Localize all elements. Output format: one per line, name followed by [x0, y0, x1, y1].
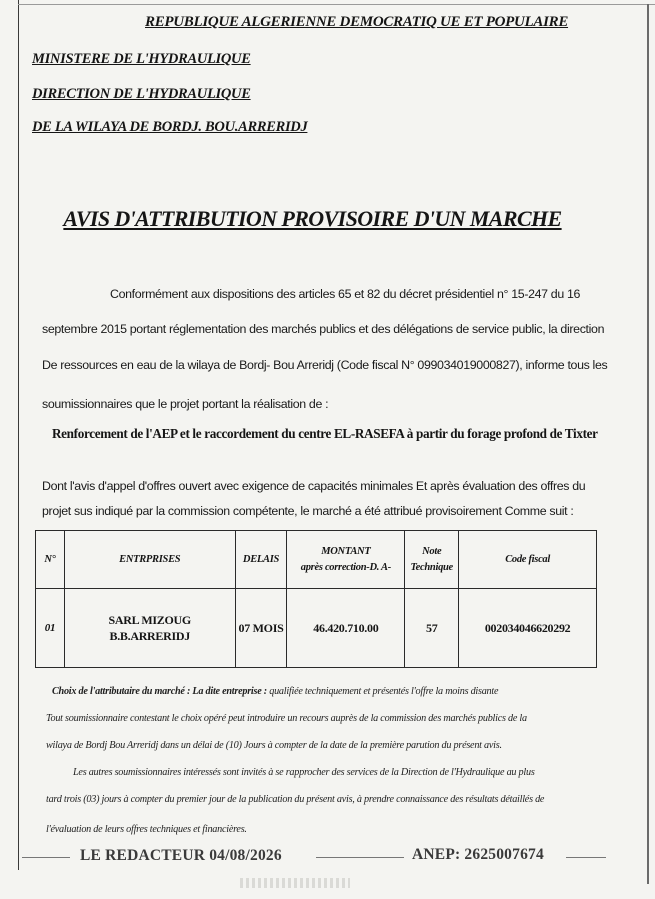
body-line-1: Conformément aux dispositions des articles 65 et 82 du décret présidentiel n° 15-247 du 16: [110, 287, 581, 301]
header-entreprises: ENTRPRISES: [64, 531, 235, 589]
closing-line-5: tard trois (03) jours à compter du premier jour de la publication du présent avis, à prendre connaissance des résultats détaillés de: [46, 794, 545, 805]
header-code: Code fiscal: [459, 531, 597, 589]
cell-entreprise-line-2: B.B.ARRERIDJ: [109, 629, 190, 643]
cell-note: 57: [405, 589, 459, 668]
closing-choice-label: Choix de l'attributaire du marché : La dite entreprise :: [52, 686, 267, 697]
closing-line-1: [52, 686, 498, 697]
table-header-row: [36, 531, 597, 589]
anep-reference: ANEP: 2625007674: [412, 846, 544, 863]
closing-line-3: wilaya de Bordj Bou Arreridj dans un délai de (10) Jours à compter de la date de la première parution du présent avis.: [46, 740, 502, 751]
cell-entreprise-line-1: SARL MIZOUG: [108, 613, 191, 627]
cell-montant: 46.420.710.00: [287, 589, 405, 668]
closing-line-2: Tout soumissionnaire contestant le choix opéré peut introduire un recours auprès de la commission des marchés publics de la: [46, 713, 527, 724]
cell-entreprise: [64, 589, 235, 668]
body-line-4: soumissionnaires que le projet portant la réalisation de :: [42, 397, 329, 411]
body-line-6: projet sus indiqué par la commission compétente, le marché a été attribué provisoirement Comme suit :: [42, 504, 574, 518]
header-wilaya: DE LA WILAYA DE BORDJ. BOU.ARRERIDJ: [32, 119, 308, 135]
footer-rule-left: [22, 857, 70, 858]
redactor-stamp: LE REDACTEUR 04/08/2026: [80, 847, 282, 864]
cell-num: 01: [36, 589, 65, 668]
cell-code: 002034046620292: [459, 589, 597, 668]
page-top-edge: [18, 4, 655, 5]
body-line-3: De ressources en eau de la wilaya de Bordj- Bou Arreridj (Code fiscal N° 099034019000827), informe tous les: [42, 358, 608, 372]
header-direction: DIRECTION DE L'HYDRAULIQUE: [32, 86, 251, 102]
header-republic: REPUBLIQUE ALGERIENNE DEMOCRATIQ UE ET POPULAIRE: [145, 14, 569, 30]
body-line-2: septembre 2015 portant réglementation des marchés publics et des délégations de service public, la direction: [42, 322, 605, 336]
award-table: [35, 530, 597, 668]
header-note-line-2: Technique: [410, 561, 453, 573]
header-montant: [287, 531, 405, 589]
header-note-line-1: Note: [422, 545, 442, 557]
header-montant-line-1: MONTANT: [321, 545, 371, 557]
closing-line-6: l'évaluation de leurs offres techniques et financières.: [46, 824, 247, 835]
header-montant-line-2: après correction-D. A-: [300, 561, 391, 573]
column-divider: [18, 0, 19, 870]
closing-choice-text: qualifiée techniquement et présentés l'offre la moins disante: [269, 686, 499, 697]
notice-title: AVIS D'ATTRIBUTION PROVISOIRE D'UN MARCHE: [63, 206, 562, 231]
header-ministry: MINISTERE DE L'HYDRAULIQUE: [32, 51, 251, 67]
header-num: N°: [36, 531, 65, 589]
closing-line-4: Les autres soumissionnaires intéressés sont invités à se rapprocher des services de la Direction de l'Hydraulique au plus: [73, 767, 535, 778]
project-name: Renforcement de l'AEP et le raccordement du centre EL-RASEFA à partir du forage profond de Tixter: [52, 426, 598, 441]
footer-rule-right: [566, 857, 606, 858]
page-right-edge: [647, 4, 649, 884]
cell-delais: 07 MOIS: [235, 589, 287, 668]
body-line-5: Dont l'avis d'appel d'offres ouvert avec exigence de capacités minimales Et après évaluation des offres du: [42, 479, 586, 493]
print-smudge: [240, 878, 350, 888]
header-note: [405, 531, 459, 589]
table-row: [36, 589, 597, 668]
header-delais: DELAIS: [235, 531, 287, 589]
footer-rule-middle: [316, 857, 404, 858]
